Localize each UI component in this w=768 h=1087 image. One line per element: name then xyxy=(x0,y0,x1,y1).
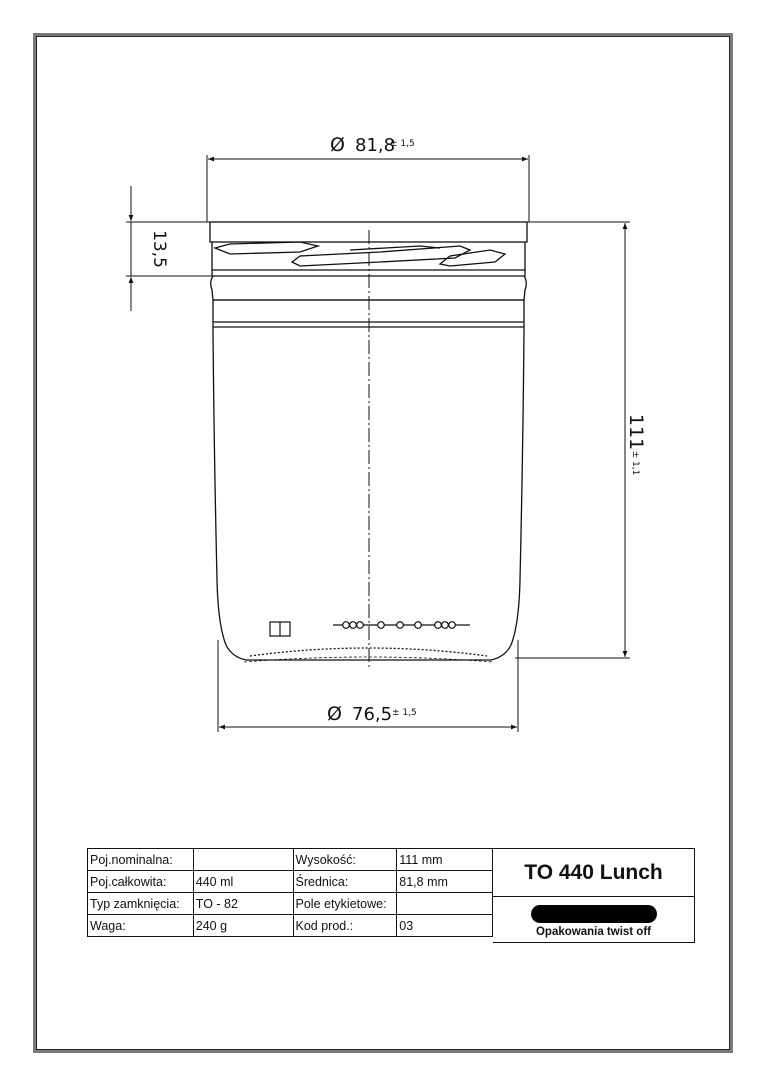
finish-height-dimension xyxy=(126,186,212,311)
table-cell xyxy=(397,893,493,915)
table-cell: 03 xyxy=(397,915,493,937)
table-cell: 440 ml xyxy=(193,871,293,893)
title-block xyxy=(493,848,695,943)
table-row xyxy=(88,915,493,937)
finish-height-value: 13,5 xyxy=(149,230,169,268)
table-cell: 111 mm xyxy=(397,849,493,871)
product-category: Opakowania twist off xyxy=(535,926,651,938)
top-diameter-symbol: Ø xyxy=(330,134,345,156)
table-cell: TO - 82 xyxy=(193,893,293,915)
top-diameter-tolerance: ± 1,5 xyxy=(390,139,415,149)
black-label-bar xyxy=(531,905,657,923)
height-tolerance: ± 1,1 xyxy=(630,450,640,476)
table-cell xyxy=(193,849,293,871)
bottom-diameter-tolerance: ± 1,5 xyxy=(392,708,417,718)
table-cell: Waga: xyxy=(88,915,194,937)
table-cell: 81,8 mm xyxy=(397,871,493,893)
product-name: TO 440 Lunch xyxy=(493,849,694,897)
table-cell: Pole etykietowe: xyxy=(293,893,397,915)
bottom-diameter-symbol: Ø xyxy=(327,703,342,725)
table-cell: Wysokość: xyxy=(293,849,397,871)
table-cell: Poj.całkowita: xyxy=(88,871,194,893)
bottom-diameter-value: 76,5 xyxy=(352,704,393,725)
table-cell: Poj.nominalna: xyxy=(88,849,194,871)
table-row xyxy=(88,849,493,871)
top-diameter-dimension xyxy=(207,134,529,222)
table-row xyxy=(88,871,493,893)
spec-table xyxy=(87,848,493,937)
table-cell: Średnica: xyxy=(293,871,397,893)
mold-marks xyxy=(270,622,470,636)
table-cell: 240 g xyxy=(193,915,293,937)
height-dimension xyxy=(515,222,647,658)
height-value: 111 xyxy=(625,413,647,451)
table-cell: Typ zamknięcia: xyxy=(88,893,194,915)
table-row xyxy=(88,893,493,915)
top-diameter-value: 81,8 xyxy=(355,135,396,156)
table-cell: Kod prod.: xyxy=(293,915,397,937)
